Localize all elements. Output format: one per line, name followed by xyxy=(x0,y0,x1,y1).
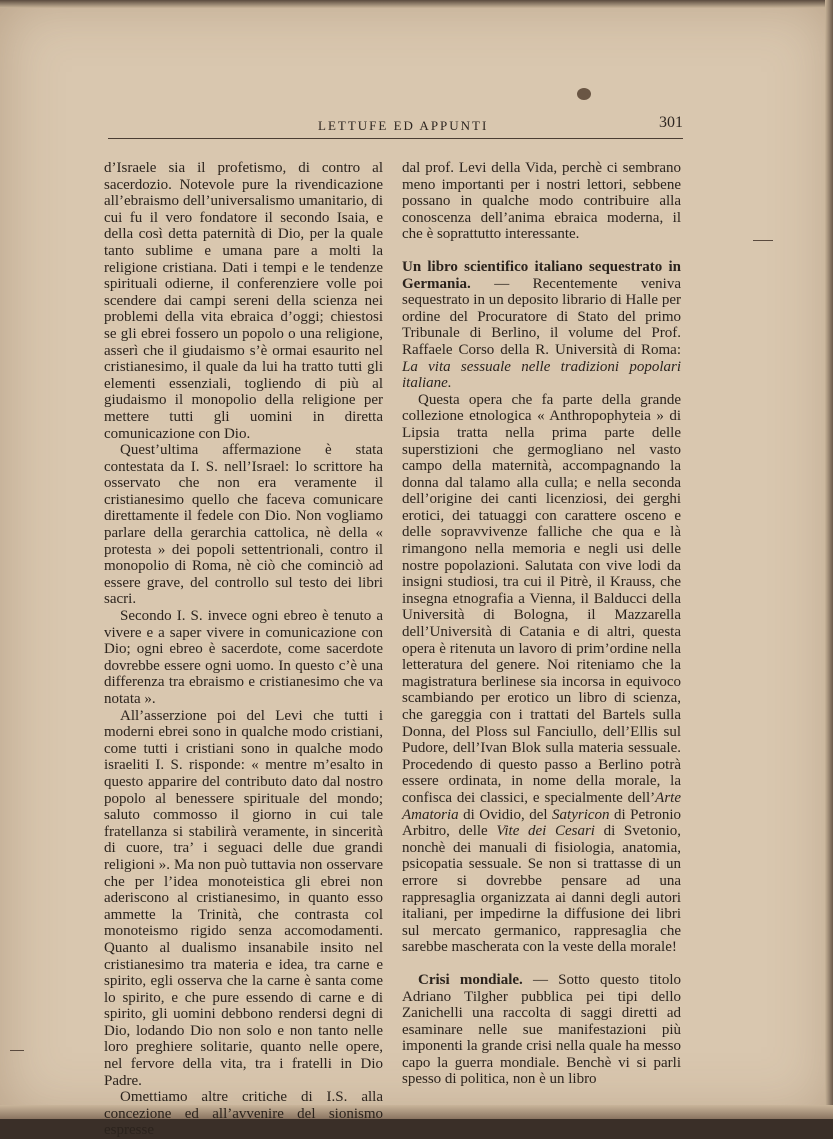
paragraph: dal prof. Levi della Vida, perchè ci sembrano meno importanti per i nostri lettori, sebbene possano in qualche modo contribuire alla conoscenza dell’anima ebraica moderna, il che è soprattutto interessante. xyxy=(402,160,681,243)
article-heading: Un libro scientifico italiano sequestrato in Germania. xyxy=(402,258,681,292)
article-text: — Sotto questo titolo Adriano Tilgher pubblica pei tipi dello Zanichelli una raccolta di saggi diretti ad esaminare nelle sue manifestazioni più imponenti la grande crisi nella quale ha messo capo la guerra mondiale. Benchè vi si parli spesso di politica, non è un libro xyxy=(402,971,681,1088)
paragraph: Omettiamo altre critiche di I.S. alla concezione ed all’avvenire del sionismo espresse xyxy=(104,1089,383,1139)
book-title: La vita sessuale nelle tradizioni popolari italiane. xyxy=(402,358,681,392)
margin-mark xyxy=(753,240,773,241)
page-number: 301 xyxy=(659,114,683,131)
right-column xyxy=(402,160,681,1088)
running-title: LETTUFE ED APPUNTI xyxy=(318,118,489,133)
paragraph xyxy=(402,392,681,956)
work-title: Arte Amatoria xyxy=(402,789,681,823)
paragraph-text: di Ovidio, del xyxy=(458,806,553,823)
paragraph-text: di Petronio Arbitro, delle xyxy=(402,806,681,840)
margin-mark-left xyxy=(10,1050,24,1051)
paragraph: All’asserzione poi del Levi che tutti i moderni ebrei sono in qualche modo cristiani, come tutti i cristiani sono in qualche modo israeliti I. S. risponde: « mentre m’esalto in questo apparire del contributo dato dal nostro popolo al benessere spirituale del mondo; saluto commosso il giorno in cui tale fratellanza si stabilirà veramente, in sincerità di cuore, tra’ i seguaci delle due grandi religioni ». Ma non può tuttavia non osservare che per l’idea monoteistica gli ebrei non aderiscono al cristianesimo, in quanto esso ammette la Trinità, che contrasta col monoteismo rigido senza accomodamenti. Quanto al dualismo insanabile insito nel cristianesimo tra materia e idea, tra carne e spirito, egli osserva che la carne è santa come lo spirito, e che pure essendo di carne e di spirito, gli uomini debbono rendersi degni di Dio, lodando Dio non solo e non tanto nelle loro preghiere solitarie, quanto nelle opere, nel fervore della vita, tra i fratelli in Dio Padre. xyxy=(104,707,383,1089)
article-libro-sequestrato xyxy=(402,259,681,392)
article-crisi-mondiale xyxy=(402,972,681,1088)
work-title: Vite dei Cesari xyxy=(496,823,595,840)
paragraph-text: Questa opera che fa parte della grande collezione etnologica « Anthropophyteia » di Lipsia tratta nella prima parte delle superstizioni che germogliano nel vasto campo della maternità, accompagnando la donna dal talamo alla culla; e nella seconda dell’origine dei canti licenziosi, dei gerghi erotici, dei tatuaggi con carattere osceno e delle sopravvivenze falliche che qua e là rimangono nella memoria e negli usi delle nostre popolazioni. Salutata con vive lodi da insigni studiosi, tra cui il Pitrè, il Krauss, che insegna etnografia a Vienna, il Balducci della Università di Bologna, il Mazzarella dell’Università di Catania e di altri, questa opera è ritenuta un lavoro di prim’ordine nella letteratura del genere. Noi riteniamo che la magistratura berlinese sia incorsa in equivoco scambiando per erotico un libro di scienza, che gareggia con i trattati del Bartels sulla Donna, del Ploss sul Fanciullo, dell’Ellis sul Pudore, dell’Ivan Blok sulla materia sessuale. Procedendo di questo passo a Berlino potrà essere ordinata, in nome della morale, la confisca dei classici, e specialmente dell’ xyxy=(402,391,681,806)
article-text: — Recentemente veniva sequestrato in un deposito librario di Halle per ordine del Procuratore di Stato del primo Tribunale di Berlino, il volume del Prof. Raffaele Corso della R. Università di Roma: xyxy=(402,275,681,358)
page-edge-top xyxy=(0,0,833,8)
paragraph-text: di Svetonio, nonchè dei manuali di fisiologia, anatomia, psicopatia sessuale. Se non si trattasse di un errore si dovrebbe pensare ad una rappresaglia organizzata ai danni degli autori italiani, per impedirne la diffusione dei libri sul mercato germanico, rappresaglia che sarebbe mascherata con la veste della morale! xyxy=(402,823,681,956)
work-title: Satyricon xyxy=(552,806,610,823)
page-edge-right xyxy=(825,0,833,1119)
article-heading: Crisi mondiale. xyxy=(418,971,523,988)
paragraph: Secondo I. S. invece ogni ebreo è tenuto a vivere e a saper vivere in comunicazione con Dio; ogni ebreo è sacerdote, come sacerdote dovrebbe essere ogni uomo. In questo c’è una differenza tra ebraismo e cristianesimo che va notata ». xyxy=(104,608,383,707)
page-header xyxy=(108,116,683,139)
ink-stain xyxy=(577,88,591,100)
paragraph: Quest’ultima affermazione è stata contestata da I. S. nell’Israel: lo scrittore ha osservato che non era veramente il cristianesimo quello che faceva comunicare direttamente il fedele con Dio. Non vogliamo parlare della gerarchia cattolica, nè della « protesta » dei popoli settentrionali, contro il monopolio di Roma, nè ciò che cominciò ad essere grave, del controllo sul testo dei libri sacri. xyxy=(104,442,383,608)
left-column xyxy=(104,160,383,1139)
paragraph: d’Israele sia il profetismo, di contro al sacerdozio. Notevole pure la rivendicazione all’ebraismo dell’universalismo umanitario, di cui fu il vero fondatore il secondo Isaia, e della così detta paternità di Dio, per la quale tanto sublime e umana pare a molti la religione cristiana. Dati i tempi e le tendenze spirituali odierne, il conferenziere volle poi scendere dai campi sereni della scienza nei problemi della vita ebraica d’oggi; chiestosi se gli ebrei fossero un popolo o una religione, asserì che il giudaismo s’è ormai esaurito nel cristianesimo, il quale da lui ha tratto tutti gli elementi essenziali, togliendo di più al giudaismo il monopolio della religione per mettere tutti gli uomini in diretta comunicazione con Dio. xyxy=(104,160,383,442)
